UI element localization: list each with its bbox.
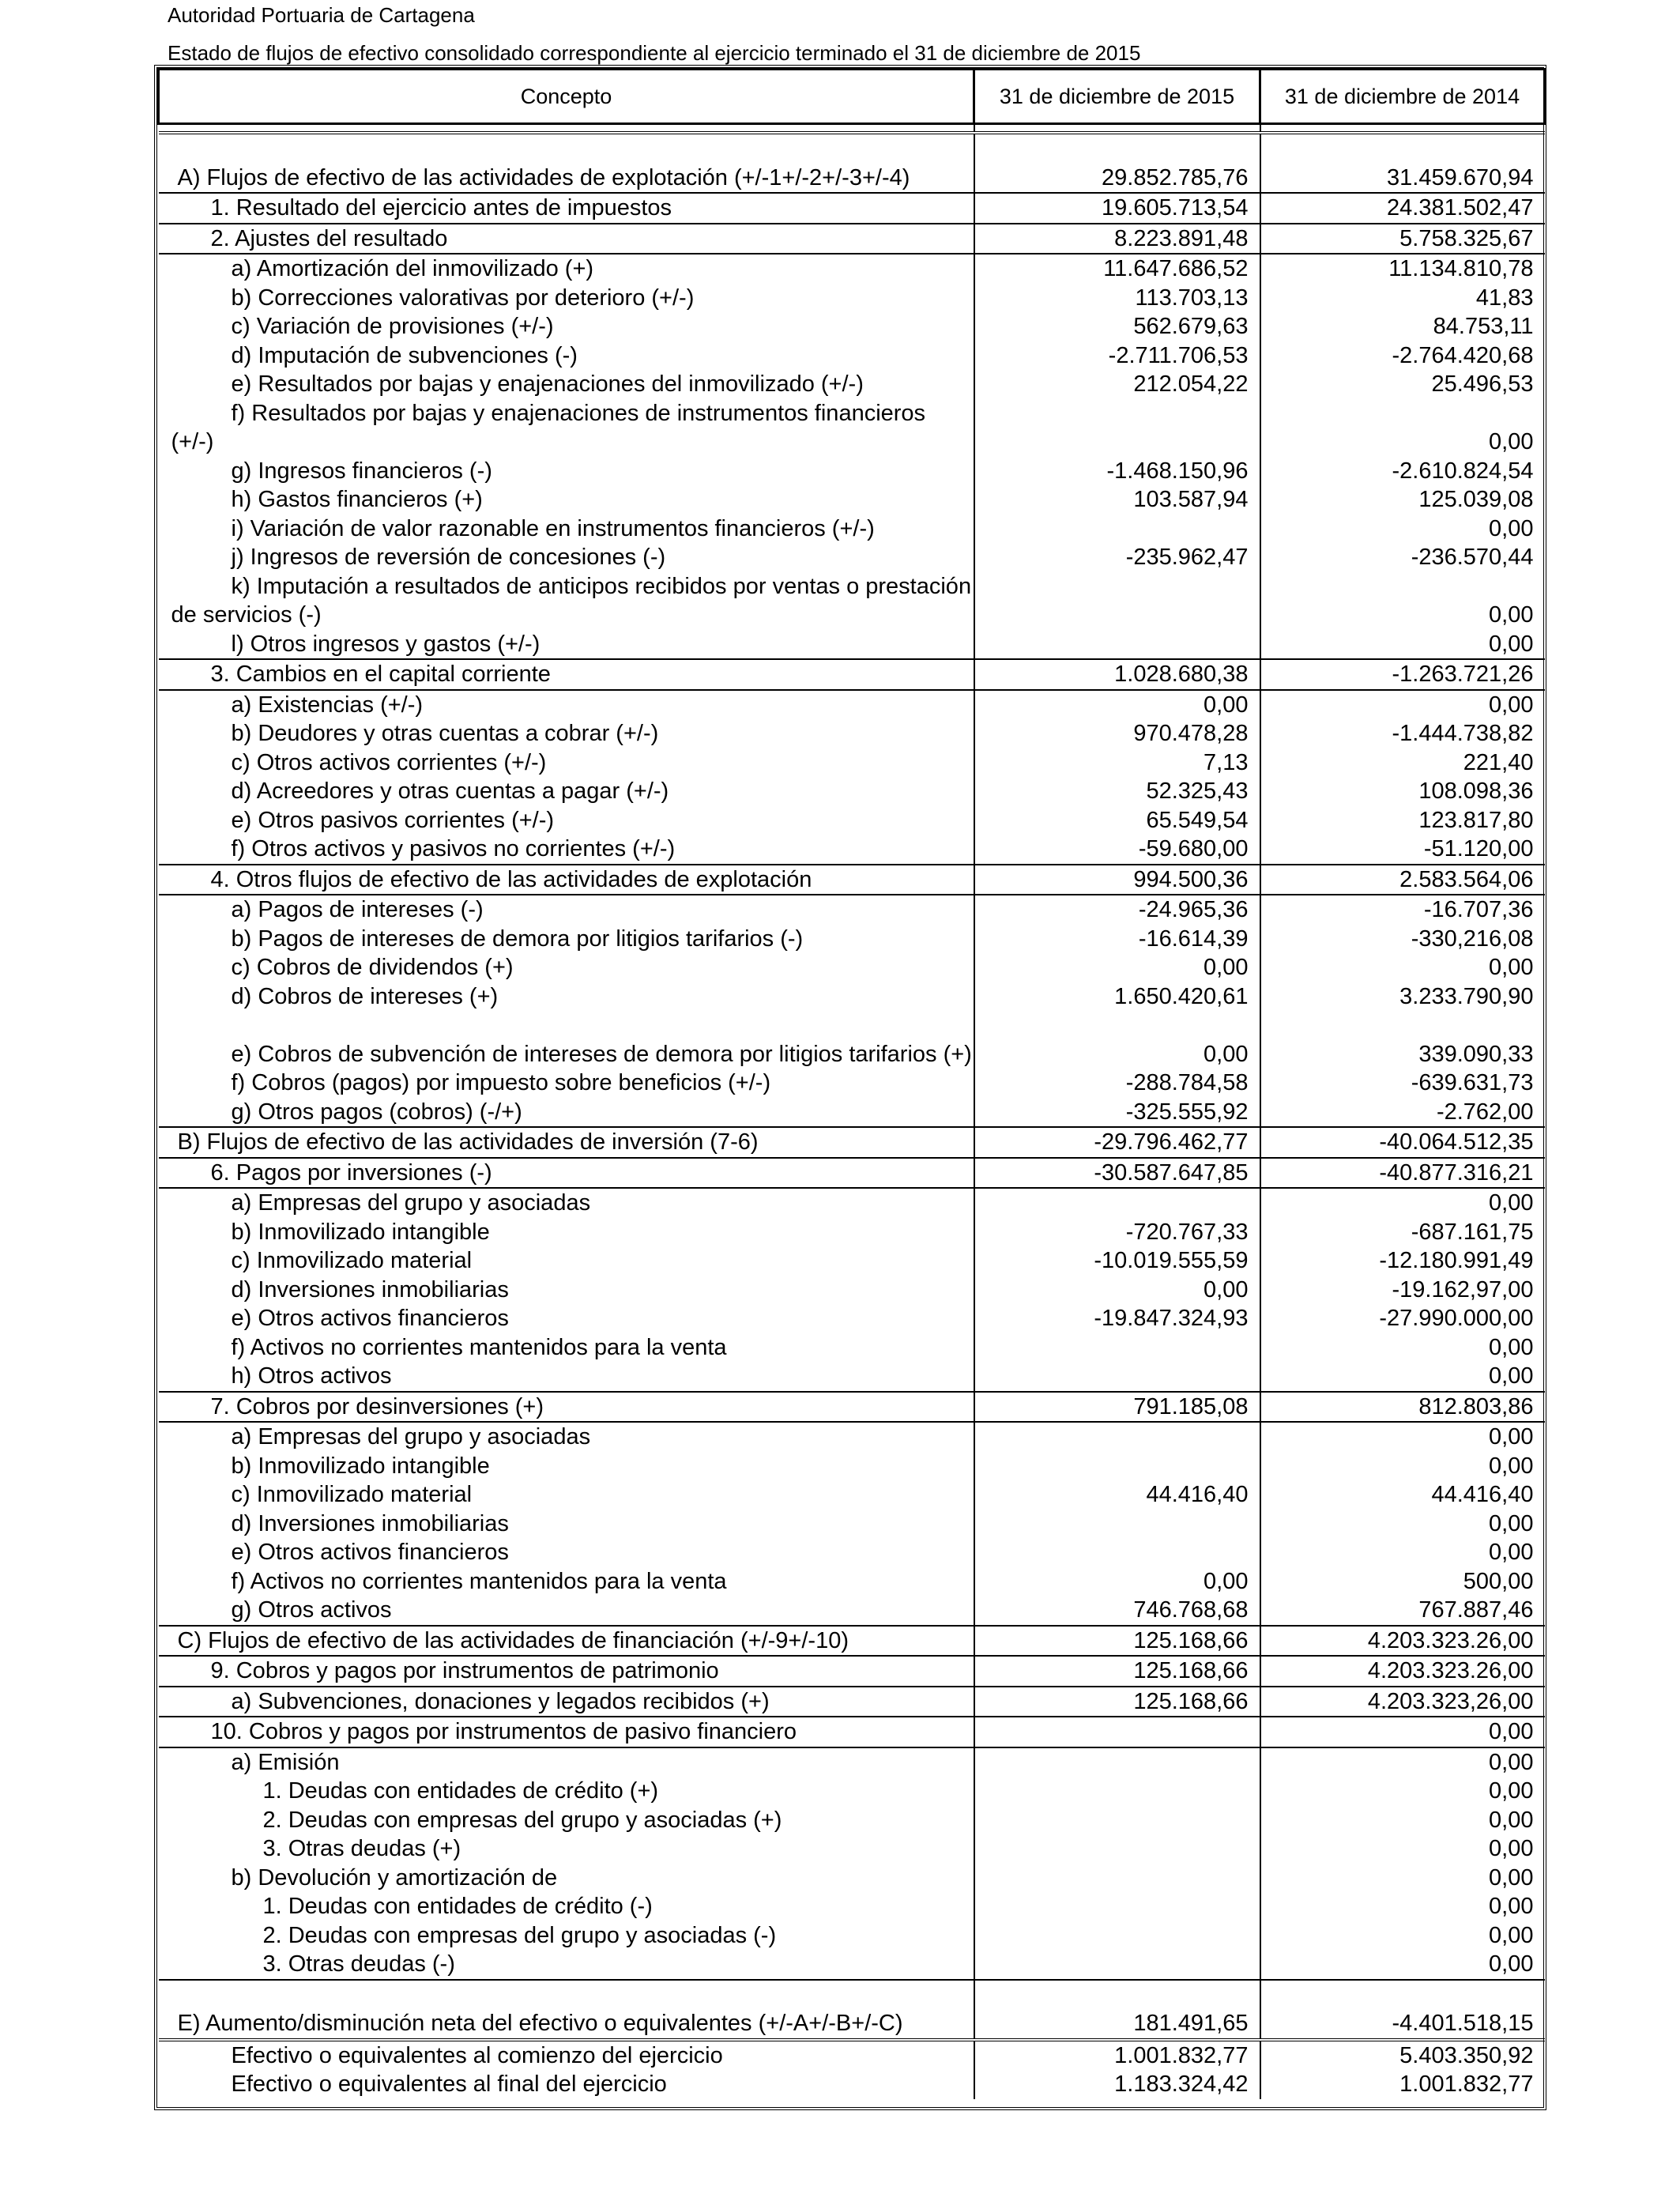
row-value-2014: -12.180.991,49 bbox=[1260, 1246, 1545, 1276]
row-value-2015: 125.168,66 bbox=[974, 1626, 1260, 1657]
row-value-2015: 970.478,28 bbox=[974, 719, 1260, 748]
table-row bbox=[159, 2040, 1545, 2071]
row-value-2014: -2.610.824,54 bbox=[1260, 457, 1545, 486]
row-value-2014: 44.416,40 bbox=[1260, 1480, 1545, 1510]
row-value-2014: 0,00 bbox=[1260, 1921, 1545, 1951]
row-value-2014: -687.161,75 bbox=[1260, 1218, 1545, 1247]
row-value-2015: 65.549,54 bbox=[974, 806, 1260, 835]
row-value-2015: 181.491,65 bbox=[974, 1980, 1260, 2040]
row-value-2015: 994.500,36 bbox=[974, 865, 1260, 895]
row-concept: 2. Deudas con empresas del grupo y asociadas (+) bbox=[262, 1807, 782, 1833]
row-concept: 6. Pagos por inversiones (-) bbox=[159, 1158, 974, 1189]
row-concept: a) Empresas del grupo y asociadas bbox=[159, 1188, 974, 1218]
row-value-2015: 44.416,40 bbox=[974, 1480, 1260, 1510]
table-row bbox=[159, 133, 1545, 193]
row-value-2015: 113.703,13 bbox=[974, 284, 1260, 313]
table-row bbox=[159, 1452, 1545, 1481]
row-concept: k) Imputación a resultados de anticipos recibidos por ventas o prestación de servicios (-) bbox=[171, 573, 972, 628]
table-row bbox=[159, 982, 1545, 1012]
row-value-2015: -16.614,39 bbox=[974, 925, 1260, 954]
table-row bbox=[159, 399, 1545, 457]
row-value-2015: -59.680,00 bbox=[974, 835, 1260, 865]
row-value-2014: 0,00 bbox=[1260, 1834, 1545, 1864]
row-concept: 9. Cobros y pagos por instrumentos de patrimonio bbox=[159, 1656, 974, 1687]
row-value-2015: 11.647.686,52 bbox=[974, 254, 1260, 284]
row-value-2015 bbox=[974, 399, 1260, 457]
row-value-2014: -236.570,44 bbox=[1260, 543, 1545, 572]
row-value-2015: -325.555,92 bbox=[974, 1098, 1260, 1128]
row-value-2014: -1.444.738,82 bbox=[1260, 719, 1545, 748]
table-row bbox=[159, 1864, 1545, 1893]
row-value-2014: 123.817,80 bbox=[1260, 806, 1545, 835]
table-row bbox=[159, 777, 1545, 806]
table-row bbox=[159, 1717, 1545, 1747]
row-value-2014: 0,00 bbox=[1260, 1806, 1545, 1835]
row-value-2014: 0,00 bbox=[1260, 1950, 1545, 1980]
table-row bbox=[159, 1333, 1545, 1363]
row-value-2015: 1.028.680,38 bbox=[974, 659, 1260, 690]
table-row bbox=[159, 1127, 1545, 1158]
row-value-2015 bbox=[974, 1864, 1260, 1893]
row-concept: a) Emisión bbox=[159, 1747, 974, 1777]
row-concept: d) Acreedores y otras cuentas a pagar (+/-) bbox=[231, 778, 669, 804]
row-value-2015: -10.019.555,59 bbox=[974, 1246, 1260, 1276]
table-row bbox=[159, 953, 1545, 982]
row-value-2014: 0,00 bbox=[1260, 1892, 1545, 1921]
table-row bbox=[159, 457, 1545, 486]
row-concept: a) Existencias (+/-) bbox=[159, 690, 974, 720]
table-row bbox=[159, 1218, 1545, 1247]
row-value-2014: 0,00 bbox=[1260, 1452, 1545, 1481]
row-concept: f) Activos no corrientes mantenidos para la venta bbox=[231, 1568, 727, 1594]
table-row bbox=[159, 1188, 1545, 1218]
row-value-2014: 0,00 bbox=[1260, 1188, 1545, 1218]
row-value-2014: -51.120,00 bbox=[1260, 835, 1545, 865]
row-concept: l) Otros ingresos y gastos (+/-) bbox=[231, 631, 541, 657]
row-concept: 1. Resultado del ejercicio antes de impuestos bbox=[159, 193, 974, 224]
row-value-2015 bbox=[974, 1892, 1260, 1921]
row-value-2015: 212.054,22 bbox=[974, 370, 1260, 399]
row-concept: 3. Otras deudas (-) bbox=[262, 1951, 455, 1977]
table-row bbox=[159, 1069, 1545, 1098]
row-value-2015: -29.796.462,77 bbox=[974, 1127, 1260, 1158]
row-concept: f) Resultados por bajas y enajenaciones de instrumentos financieros (+/-) bbox=[171, 400, 926, 454]
row-concept: A) Flujos de efectivo de las actividades de explotación (+/-1+/-2+/-3+/-4) bbox=[159, 133, 974, 193]
row-value-2014: 0,00 bbox=[1260, 1333, 1545, 1363]
table-row bbox=[159, 895, 1545, 925]
row-concept: e) Resultados por bajas y enajenaciones del inmovilizado (+/-) bbox=[231, 371, 864, 397]
row-value-2015: -720.767,33 bbox=[974, 1218, 1260, 1247]
table-row bbox=[159, 690, 1545, 720]
row-concept: g) Otros pagos (cobros) (-/+) bbox=[231, 1099, 522, 1125]
row-value-2015: 0,00 bbox=[974, 1567, 1260, 1596]
row-value-2015: 125.168,66 bbox=[974, 1656, 1260, 1687]
row-value-2015: 125.168,66 bbox=[974, 1687, 1260, 1717]
row-value-2015: 0,00 bbox=[974, 953, 1260, 982]
row-value-2015: -2.711.706,53 bbox=[974, 341, 1260, 371]
row-concept: e) Otros pasivos corrientes (+/-) bbox=[231, 807, 555, 833]
row-value-2014: 24.381.502,47 bbox=[1260, 193, 1545, 224]
row-value-2014: 0,00 bbox=[1260, 953, 1545, 982]
row-value-2015: 52.325,43 bbox=[974, 777, 1260, 806]
table-row bbox=[159, 1892, 1545, 1921]
row-value-2014: 0,00 bbox=[1260, 1362, 1545, 1392]
row-value-2015: 1.183.324,42 bbox=[974, 2070, 1260, 2099]
table-row bbox=[159, 1567, 1545, 1596]
row-value-2015 bbox=[974, 1538, 1260, 1567]
row-concept: b) Inmovilizado intangible bbox=[231, 1453, 490, 1479]
row-concept: E) Aumento/disminución neta del efectivo o equivalentes (+/-A+/-B+/-C) bbox=[159, 1980, 974, 2040]
table-row bbox=[159, 485, 1545, 515]
row-concept: d) Cobros de intereses (+) bbox=[231, 983, 499, 1009]
row-concept: 10. Cobros y pagos por instrumentos de pasivo financiero bbox=[159, 1717, 974, 1747]
row-value-2014: -2.762,00 bbox=[1260, 1098, 1545, 1128]
table-row bbox=[159, 1392, 1545, 1423]
table-row bbox=[159, 925, 1545, 954]
row-value-2014: 0,00 bbox=[1260, 1777, 1545, 1806]
table-row bbox=[159, 1538, 1545, 1567]
row-value-2014: 0,00 bbox=[1260, 1422, 1545, 1452]
row-concept: c) Inmovilizado material bbox=[231, 1482, 473, 1507]
table-row bbox=[159, 515, 1545, 544]
row-value-2014: 0,00 bbox=[1260, 515, 1545, 544]
row-value-2015: -30.587.647,85 bbox=[974, 1158, 1260, 1189]
row-value-2014: 108.098,36 bbox=[1260, 777, 1545, 806]
table-row bbox=[159, 1480, 1545, 1510]
row-value-2014: 339.090,33 bbox=[1260, 1011, 1545, 1069]
row-concept: Efectivo o equivalentes al final del ejercicio bbox=[231, 2071, 667, 2097]
table-row bbox=[159, 1626, 1545, 1657]
row-value-2014: 0,00 bbox=[1260, 1717, 1545, 1747]
row-concept: f) Otros activos y pasivos no corrientes (+/-) bbox=[231, 836, 676, 861]
row-value-2015: 0,00 bbox=[974, 690, 1260, 720]
column-header-2014: 31 de diciembre de 2014 bbox=[1260, 70, 1545, 124]
row-concept: e) Otros activos financieros bbox=[231, 1306, 509, 1331]
row-concept: 2. Ajustes del resultado bbox=[159, 224, 974, 254]
row-value-2014: -2.764.420,68 bbox=[1260, 341, 1545, 371]
table-row bbox=[159, 659, 1545, 690]
row-value-2015 bbox=[974, 1717, 1260, 1747]
table-row bbox=[159, 1834, 1545, 1864]
row-concept: j) Ingresos de reversión de concesiones (-) bbox=[231, 545, 666, 570]
row-concept: C) Flujos de efectivo de las actividades de financiación (+/-9+/-10) bbox=[159, 1626, 974, 1657]
row-value-2015 bbox=[974, 1950, 1260, 1980]
row-value-2015: 562.679,63 bbox=[974, 312, 1260, 341]
table-row bbox=[159, 1596, 1545, 1626]
row-concept: d) Inversiones inmobiliarias bbox=[231, 1276, 509, 1302]
row-value-2014: 5.403.350,92 bbox=[1260, 2040, 1545, 2071]
row-value-2014: 84.753,11 bbox=[1260, 312, 1545, 341]
row-value-2015 bbox=[974, 1834, 1260, 1864]
row-value-2015: 746.768,68 bbox=[974, 1596, 1260, 1626]
row-value-2015: -1.468.150,96 bbox=[974, 457, 1260, 486]
row-value-2015: 103.587,94 bbox=[974, 485, 1260, 515]
row-concept: b) Devolución y amortización de bbox=[231, 1864, 558, 1891]
row-value-2015: -19.847.324,93 bbox=[974, 1304, 1260, 1333]
row-value-2015: -235.962,47 bbox=[974, 543, 1260, 572]
row-value-2014: 2.583.564,06 bbox=[1260, 865, 1545, 895]
row-value-2015 bbox=[974, 1806, 1260, 1835]
row-concept: a) Pagos de intereses (-) bbox=[159, 895, 974, 925]
table-row bbox=[159, 1011, 1545, 1069]
row-value-2014: 31.459.670,94 bbox=[1260, 133, 1545, 193]
row-concept: c) Variación de provisiones (+/-) bbox=[231, 314, 554, 339]
row-concept: i) Variación de valor razonable en instrumentos financieros (+/-) bbox=[231, 515, 875, 541]
row-value-2014: 11.134.810,78 bbox=[1260, 254, 1545, 284]
row-value-2014: -4.401.518,15 bbox=[1260, 1980, 1545, 2040]
table-row bbox=[159, 1747, 1545, 1777]
table-row bbox=[159, 835, 1545, 865]
row-value-2015 bbox=[974, 1422, 1260, 1452]
row-concept: b) Pagos de intereses de demora por litigios tarifarios (-) bbox=[231, 925, 804, 952]
row-concept: 4. Otros flujos de efectivo de las actividades de explotación bbox=[159, 865, 974, 895]
row-value-2014: 0,00 bbox=[1260, 572, 1545, 630]
table-row bbox=[159, 1777, 1545, 1806]
row-value-2015: 8.223.891,48 bbox=[974, 224, 1260, 254]
table-row bbox=[159, 1656, 1545, 1687]
row-value-2014: -27.990.000,00 bbox=[1260, 1304, 1545, 1333]
row-value-2014: 0,00 bbox=[1260, 690, 1545, 720]
row-concept: 3. Cambios en el capital corriente bbox=[159, 659, 974, 690]
row-value-2015: -24.965,36 bbox=[974, 895, 1260, 925]
row-value-2015 bbox=[974, 1362, 1260, 1392]
table-row bbox=[159, 719, 1545, 748]
row-value-2014: 221,40 bbox=[1260, 748, 1545, 778]
table-row bbox=[159, 1806, 1545, 1835]
table-row bbox=[159, 284, 1545, 313]
row-value-2014: 25.496,53 bbox=[1260, 370, 1545, 399]
table-row bbox=[159, 1980, 1545, 2040]
table-row bbox=[159, 630, 1545, 660]
row-concept: b) Correcciones valorativas por deterioro (+/-) bbox=[231, 285, 695, 311]
table-row bbox=[159, 748, 1545, 778]
column-header-concept: Concepto bbox=[159, 70, 974, 124]
row-concept: b) Deudores y otras cuentas a cobrar (+/-) bbox=[231, 721, 659, 746]
table-row bbox=[159, 1276, 1545, 1305]
row-value-2014: -40.064.512,35 bbox=[1260, 1127, 1545, 1158]
table-row bbox=[159, 1098, 1545, 1128]
table-row bbox=[159, 2070, 1545, 2099]
row-concept: g) Ingresos financieros (-) bbox=[231, 458, 492, 484]
table-row bbox=[159, 543, 1545, 572]
row-concept: f) Cobros (pagos) por impuesto sobre beneficios (+/-) bbox=[231, 1070, 771, 1095]
row-value-2014: 0,00 bbox=[1260, 1510, 1545, 1539]
cash-flow-table bbox=[157, 68, 1546, 2099]
row-value-2015 bbox=[974, 1333, 1260, 1363]
row-value-2014: 41,83 bbox=[1260, 284, 1545, 313]
row-value-2014: 5.758.325,67 bbox=[1260, 224, 1545, 254]
row-value-2015: 0,00 bbox=[974, 1011, 1260, 1069]
table-row bbox=[159, 1304, 1545, 1333]
table-row bbox=[159, 1158, 1545, 1189]
table-row bbox=[159, 1921, 1545, 1951]
row-value-2014: -16.707,36 bbox=[1260, 895, 1545, 925]
row-value-2014: -19.162,97,00 bbox=[1260, 1276, 1545, 1305]
row-value-2014: 4.203.323.26,00 bbox=[1260, 1626, 1545, 1657]
row-concept: g) Otros activos bbox=[231, 1597, 392, 1623]
table-row bbox=[159, 254, 1545, 284]
row-value-2015 bbox=[974, 1188, 1260, 1218]
row-value-2015 bbox=[974, 1510, 1260, 1539]
row-value-2014: 0,00 bbox=[1260, 1747, 1545, 1777]
table-row bbox=[159, 1246, 1545, 1276]
row-concept: e) Cobros de subvención de intereses de demora por litigios tarifarios (+) bbox=[231, 1041, 972, 1067]
row-concept: c) Cobros de dividendos (+) bbox=[231, 955, 514, 980]
row-value-2014: 0,00 bbox=[1260, 630, 1545, 660]
row-value-2015 bbox=[974, 572, 1260, 630]
row-concept: f) Activos no corrientes mantenidos para la venta bbox=[231, 1334, 727, 1360]
row-value-2015 bbox=[974, 515, 1260, 544]
row-concept: 1. Deudas con entidades de crédito (-) bbox=[262, 1894, 653, 1919]
row-concept: 3. Otras deudas (+) bbox=[262, 1836, 461, 1861]
table-row bbox=[159, 312, 1545, 341]
row-value-2014: 812.803,86 bbox=[1260, 1392, 1545, 1423]
row-value-2015: 19.605.713,54 bbox=[974, 193, 1260, 224]
row-value-2014: 767.887,46 bbox=[1260, 1596, 1545, 1626]
row-concept: a) Empresas del grupo y asociadas bbox=[159, 1422, 974, 1452]
row-value-2015: 1.001.832,77 bbox=[974, 2040, 1260, 2071]
row-concept: c) Inmovilizado material bbox=[231, 1248, 473, 1273]
row-value-2015 bbox=[974, 630, 1260, 660]
row-value-2014: -1.263.721,26 bbox=[1260, 659, 1545, 690]
row-value-2014: 3.233.790,90 bbox=[1260, 982, 1545, 1012]
table-row bbox=[159, 370, 1545, 399]
table-row bbox=[159, 1687, 1545, 1717]
row-concept: 1. Deudas con entidades de crédito (+) bbox=[262, 1778, 659, 1804]
row-concept: Efectivo o equivalentes al comienzo del ejercicio bbox=[159, 2040, 974, 2071]
row-concept: c) Otros activos corrientes (+/-) bbox=[231, 749, 547, 775]
table-row bbox=[159, 1950, 1545, 1980]
row-value-2015: -288.784,58 bbox=[974, 1069, 1260, 1098]
row-value-2014: 0,00 bbox=[1260, 399, 1545, 457]
organization-name: Autoridad Portuaria de Cartagena bbox=[168, 3, 475, 27]
row-concept: b) Inmovilizado intangible bbox=[231, 1219, 490, 1245]
row-value-2015: 7,13 bbox=[974, 748, 1260, 778]
row-concept: B) Flujos de efectivo de las actividades de inversión (7-6) bbox=[159, 1127, 974, 1158]
table-row bbox=[159, 193, 1545, 224]
row-concept: h) Gastos financieros (+) bbox=[231, 487, 483, 512]
row-concept: d) Imputación de subvenciones (-) bbox=[231, 342, 578, 368]
row-value-2014: 0,00 bbox=[1260, 1864, 1545, 1893]
row-value-2014: 4.203.323,26,00 bbox=[1260, 1687, 1545, 1717]
row-value-2014: 4.203.323.26,00 bbox=[1260, 1656, 1545, 1687]
row-value-2014: 1.001.832,77 bbox=[1260, 2070, 1545, 2099]
row-concept: a) Amortización del inmovilizado (+) bbox=[159, 254, 974, 284]
row-value-2015: 791.185,08 bbox=[974, 1392, 1260, 1423]
row-value-2015 bbox=[974, 1452, 1260, 1481]
table-row bbox=[159, 806, 1545, 835]
row-value-2014: -40.877.316,21 bbox=[1260, 1158, 1545, 1189]
row-value-2014: 125.039,08 bbox=[1260, 485, 1545, 515]
table-row bbox=[159, 341, 1545, 371]
row-concept: 7. Cobros por desinversiones (+) bbox=[159, 1392, 974, 1423]
table-header-row bbox=[159, 70, 1545, 124]
row-value-2015 bbox=[974, 1921, 1260, 1951]
row-value-2014: 500,00 bbox=[1260, 1567, 1545, 1596]
row-concept: e) Otros activos financieros bbox=[231, 1540, 509, 1565]
row-concept: h) Otros activos bbox=[231, 1363, 392, 1389]
row-value-2015 bbox=[974, 1777, 1260, 1806]
column-header-2015: 31 de diciembre de 2015 bbox=[974, 70, 1260, 124]
table-row bbox=[159, 1422, 1545, 1452]
row-value-2015: 1.650.420,61 bbox=[974, 982, 1260, 1012]
table-row bbox=[159, 572, 1545, 630]
row-value-2014: -330,216,08 bbox=[1260, 925, 1545, 954]
row-value-2014: 0,00 bbox=[1260, 1538, 1545, 1567]
table-row bbox=[159, 865, 1545, 895]
row-value-2015 bbox=[974, 1747, 1260, 1777]
table-row bbox=[159, 1362, 1545, 1392]
statement-title: Estado de flujos de efectivo consolidado correspondiente al ejercicio terminado el 31 de diciembre de 2015 bbox=[168, 41, 1141, 65]
row-concept: a) Subvenciones, donaciones y legados recibidos (+) bbox=[159, 1687, 974, 1717]
row-concept: d) Inversiones inmobiliarias bbox=[231, 1510, 509, 1536]
row-value-2015: 29.852.785,76 bbox=[974, 133, 1260, 193]
row-value-2014: -639.631,73 bbox=[1260, 1069, 1545, 1098]
row-value-2015: 0,00 bbox=[974, 1276, 1260, 1305]
row-concept: 2. Deudas con empresas del grupo y asociadas (-) bbox=[262, 1922, 777, 1948]
table-row bbox=[159, 1510, 1545, 1539]
table-row bbox=[159, 224, 1545, 254]
